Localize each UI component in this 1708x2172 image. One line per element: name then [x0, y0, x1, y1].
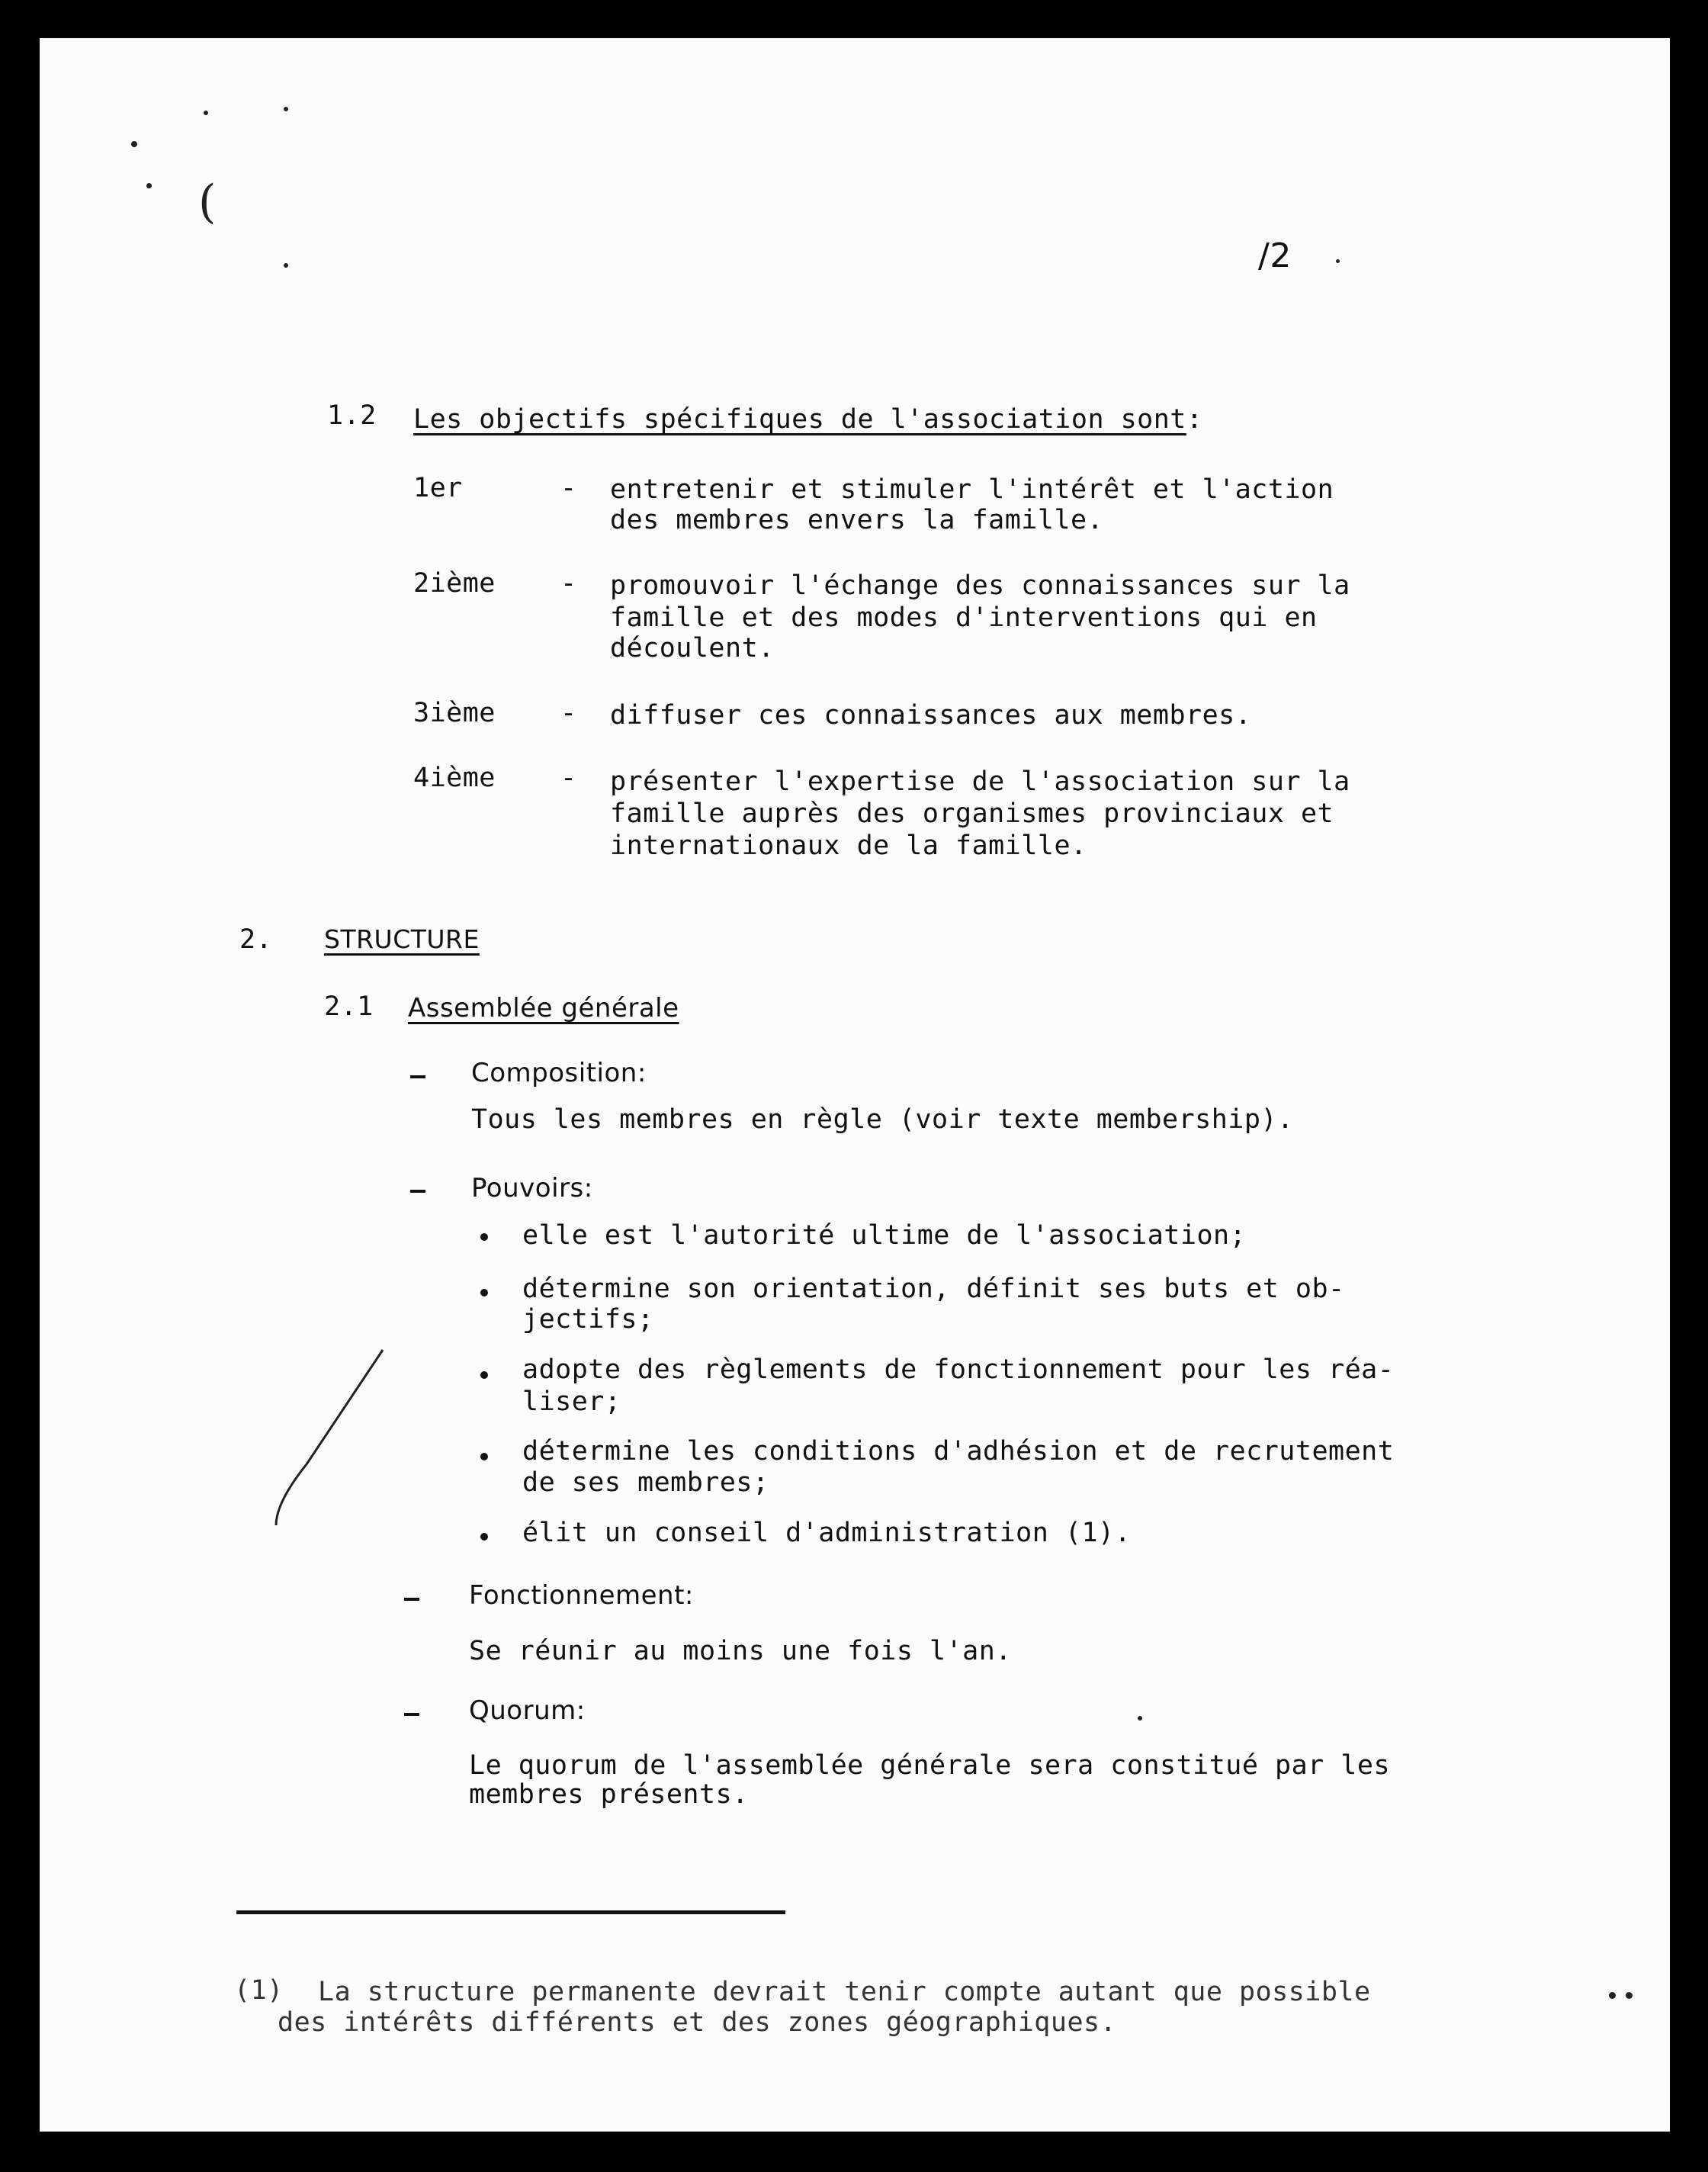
- objective-text-line: présenter l'expertise de l'association sur la: [610, 766, 1350, 797]
- objective-text-line: découlent.: [610, 633, 775, 663]
- pouvoir-item-line: jectifs;: [522, 1304, 654, 1335]
- objective-dash: -: [560, 698, 577, 728]
- objective-ordinal: 2ième: [413, 568, 496, 599]
- subsection-text: membres présents.: [469, 1779, 749, 1810]
- subsection-label: Fonctionnement:: [469, 1580, 694, 1611]
- objective-dash: -: [560, 568, 577, 599]
- section-number: 2.1: [324, 991, 374, 1022]
- subsection-label: Quorum:: [469, 1695, 586, 1726]
- objective-text-line: famille et des modes d'interventions qui en: [610, 602, 1318, 633]
- objective-text-line: des membres envers la famille.: [610, 505, 1104, 535]
- objective-dash: -: [560, 763, 577, 793]
- section-number: 1.2: [327, 400, 377, 431]
- subsection-text: Le quorum de l'assemblée générale sera constitué par les: [469, 1750, 1391, 1781]
- footnote-text-line: des intérêts différents et des zones géographiques.: [278, 2007, 1117, 2038]
- subsection-label: Composition:: [471, 1058, 647, 1088]
- page-number: /2: [1258, 236, 1292, 275]
- pouvoir-item-line: adopte des règlements de fonctionnement pour les réa-: [522, 1354, 1395, 1385]
- dash-marker: [404, 1598, 419, 1601]
- objective-text-line: promouvoir l'échange des connaissances sur la: [610, 570, 1350, 601]
- bullet-marker: [480, 1233, 488, 1241]
- subsection-text: Se réunir au moins une fois l'an.: [469, 1636, 1012, 1666]
- footnote-rule: [236, 1910, 785, 1914]
- bullet-marker: [480, 1289, 488, 1296]
- bullet-marker: [480, 1371, 488, 1379]
- subsection-text: Tous les membres en règle (voir texte membership).: [471, 1104, 1294, 1135]
- section-heading: Les objectifs spécifiques de l'association sont:: [413, 404, 1203, 435]
- bullet-marker: [480, 1453, 488, 1460]
- objective-text-line: internationaux de la famille.: [610, 831, 1087, 861]
- subsection-label: Pouvoirs:: [471, 1173, 593, 1203]
- objective-ordinal: 1er: [413, 473, 463, 503]
- pouvoir-item-line: élit un conseil d'administration (1).: [522, 1518, 1132, 1548]
- pen-stroke: [268, 1335, 390, 1533]
- pouvoir-item-line: elle est l'autorité ultime de l'association;: [522, 1220, 1247, 1251]
- footnote-text-line: La structure permanente devrait tenir compte autant que possible: [318, 1977, 1371, 2007]
- scan-speck: [284, 107, 288, 111]
- scan-speck: [131, 141, 137, 147]
- section-heading: Assemblée générale: [408, 993, 679, 1023]
- pouvoir-item-line: détermine son orientation, définit ses buts et ob-: [522, 1274, 1345, 1304]
- pouvoir-item-line: de ses membres;: [522, 1467, 769, 1498]
- dash-marker: [410, 1075, 425, 1078]
- objective-text-line: famille auprès des organismes provinciaux et: [610, 798, 1334, 829]
- pouvoir-item-line: détermine les conditions d'adhésion et de recrutement: [522, 1436, 1395, 1467]
- objective-dash: -: [560, 473, 577, 503]
- scan-speck: [146, 183, 152, 188]
- section-heading: STRUCTURE: [324, 924, 480, 954]
- scan-speck: [1138, 1716, 1142, 1721]
- scan-speck: [204, 111, 208, 115]
- scan-mark-paren: (: [198, 175, 217, 229]
- objective-text-line: diffuser ces connaissances aux membres.: [610, 700, 1252, 731]
- objective-ordinal: 3ième: [413, 698, 496, 728]
- scan-speck: [284, 263, 288, 268]
- section-number: 2.: [239, 924, 273, 955]
- scan-speck: [1609, 1992, 1616, 1999]
- bullet-marker: [480, 1533, 488, 1541]
- scan-speck: [1336, 259, 1340, 263]
- objective-text-line: entretenir et stimuler l'intérêt et l'action: [610, 474, 1334, 505]
- footnote-marker: (1): [234, 1975, 284, 2006]
- scanned-page: [40, 38, 1670, 2132]
- dash-marker: [410, 1190, 425, 1193]
- scan-speck: [1626, 1992, 1633, 1999]
- pouvoir-item-line: liser;: [522, 1386, 621, 1417]
- objective-ordinal: 4ième: [413, 763, 496, 793]
- dash-marker: [404, 1713, 419, 1716]
